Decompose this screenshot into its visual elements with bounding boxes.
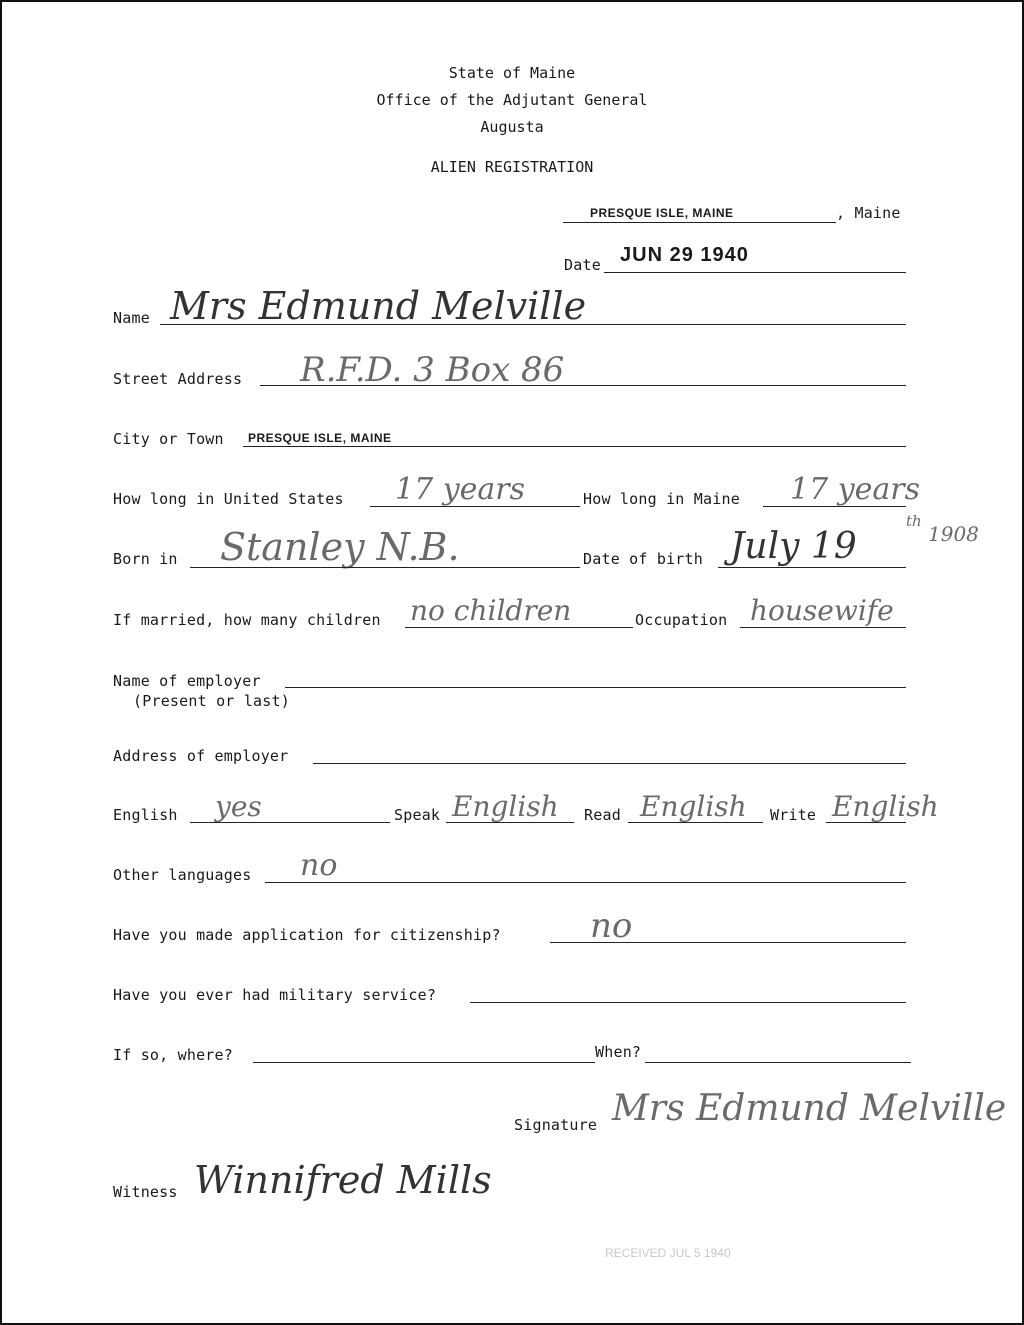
citizenship-label: Have you made application for citizenship? [113, 926, 501, 944]
location-stamp: PRESQUE ISLE, MAINE [590, 206, 734, 220]
dob-label: Date of birth [583, 550, 703, 568]
maine-years-value: 17 years [790, 472, 921, 507]
name-value: Mrs Edmund Melville [170, 284, 587, 328]
other-languages-label: Other languages [113, 866, 252, 884]
witness-label: Witness [113, 1183, 178, 1201]
write-value: English [832, 790, 939, 823]
header-office: Office of the Adjutant General [376, 91, 648, 109]
where-label: If so, where? [113, 1046, 233, 1064]
maine-years-line[interactable] [763, 506, 906, 507]
witness-value: Winnifred Mills [194, 1158, 492, 1202]
read-line[interactable] [628, 822, 763, 823]
read-label: Read [584, 806, 621, 824]
us-years-value: 17 years [395, 472, 526, 507]
where-line[interactable] [253, 1062, 595, 1063]
speak-label: Speak [394, 806, 441, 824]
us-years-label: How long in United States [113, 490, 344, 508]
read-value: English [640, 790, 747, 823]
header-state: State of Maine [448, 64, 576, 82]
occupation-line[interactable] [740, 627, 906, 628]
signature-value: Mrs Edmund Melville [612, 1088, 1007, 1129]
header-city: Augusta [480, 118, 544, 136]
us-years-line[interactable] [370, 506, 580, 507]
date-stamp: JUN 29 1940 [620, 244, 749, 266]
signature-label: Signature [514, 1116, 598, 1134]
born-in-line[interactable] [190, 567, 580, 568]
when-line[interactable] [645, 1062, 911, 1063]
children-line[interactable] [405, 627, 633, 628]
english-line[interactable] [190, 822, 390, 823]
name-line[interactable] [160, 324, 906, 325]
maine-years-label: How long in Maine [583, 490, 740, 508]
dob-year: 1908 [928, 522, 979, 546]
date-label: Date [564, 256, 601, 274]
occupation-value: housewife [750, 594, 894, 627]
employer-address-line[interactable] [313, 763, 906, 764]
military-line[interactable] [470, 1002, 906, 1003]
location-line [563, 222, 836, 223]
dob-line[interactable] [718, 567, 906, 568]
english-value: yes [215, 790, 262, 823]
other-languages-line[interactable] [265, 882, 906, 883]
children-value: no children [410, 594, 572, 627]
street-label: Street Address [113, 370, 243, 388]
employer-label: Name of employer [113, 672, 261, 690]
employer-address-label: Address of employer [113, 747, 289, 765]
employer-line[interactable] [285, 687, 906, 688]
write-line[interactable] [826, 822, 906, 823]
citizenship-line[interactable] [550, 942, 906, 943]
city-label: City or Town [113, 430, 224, 448]
employer-sublabel: (Present or last) [133, 692, 290, 710]
military-label: Have you ever had military service? [113, 986, 437, 1004]
city-stamp: PRESQUE ISLE, MAINE [248, 431, 392, 445]
location-suffix: , Maine [836, 204, 901, 222]
speak-line[interactable] [446, 822, 574, 823]
received-stamp: RECEIVED JUL 5 1940 [605, 1246, 731, 1260]
born-in-value: Stanley N.B. [220, 525, 460, 569]
born-in-label: Born in [113, 550, 178, 568]
when-label: When? [595, 1043, 642, 1061]
speak-value: English [452, 790, 559, 823]
street-line[interactable] [260, 385, 906, 386]
city-line[interactable] [243, 446, 906, 447]
children-label: If married, how many children [113, 611, 381, 629]
citizenship-value: no [590, 906, 633, 946]
write-label: Write [770, 806, 817, 824]
dob-suffix: th [906, 512, 922, 530]
other-languages-value: no [300, 848, 338, 883]
street-value: R.F.D. 3 Box 86 [300, 350, 565, 390]
occupation-label: Occupation [635, 611, 728, 629]
name-label: Name [113, 309, 150, 327]
dob-value: July 19 [730, 526, 857, 567]
date-line[interactable] [604, 272, 906, 273]
english-label: English [113, 806, 178, 824]
form-title: ALIEN REGISTRATION [430, 158, 594, 176]
